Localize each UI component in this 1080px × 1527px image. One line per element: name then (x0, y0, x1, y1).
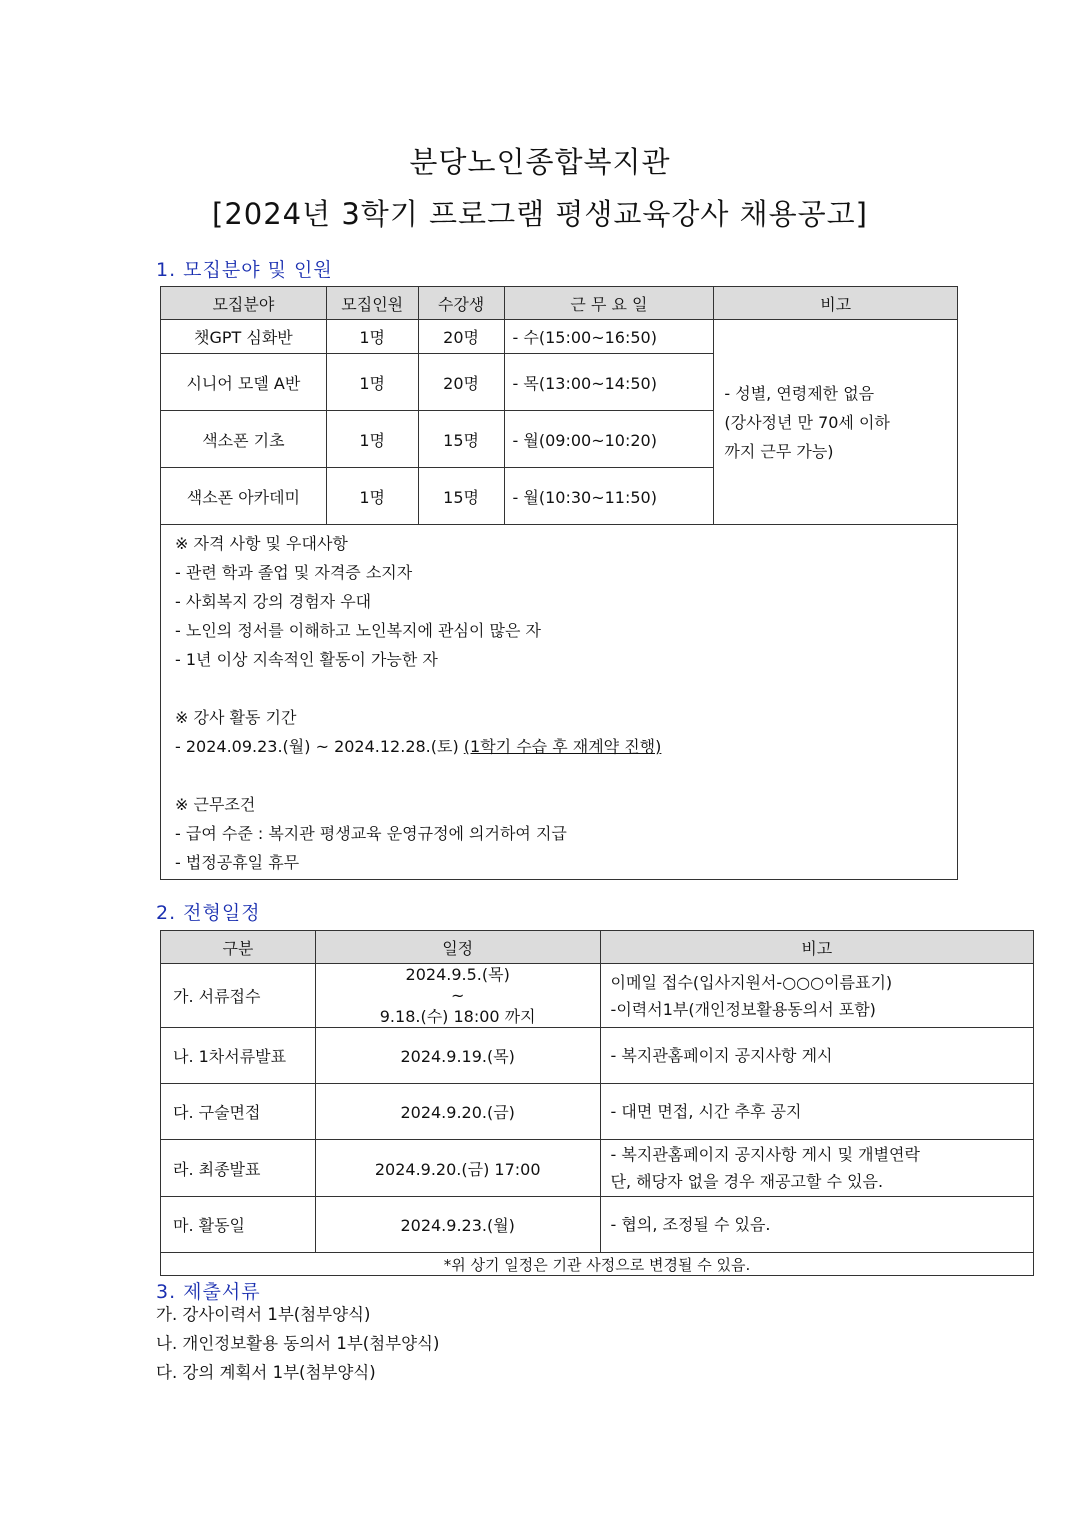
note-line: 단, 해당자 없을 경우 재공고할 수 있음. (610, 1172, 884, 1191)
table-row (161, 1028, 1034, 1084)
stage-cell: 라. 최종발표 (161, 1140, 316, 1197)
date-line: ~ (450, 986, 465, 1005)
remark-line: 까지 근무 가능) (724, 441, 834, 461)
day-cell: - 목(13:00~14:50) (504, 354, 714, 411)
qualification-row (161, 525, 958, 880)
section2-heading: 2. 전형일정 (156, 902, 261, 924)
note-line: 이메일 접수(입사지원서-○○○이름표기) (610, 972, 893, 992)
list-item: 가. 강사이력서 1부(첨부양식) (156, 1305, 371, 1324)
header-students: 수강생 (418, 287, 504, 320)
note-cell: - 협의, 조정될 수 있음. (600, 1197, 1033, 1253)
remark-line: - 성별, 연령제한 없음 (724, 383, 875, 403)
field-cell: 챗GPT 심화반 (161, 320, 327, 354)
schedule-table (160, 930, 1034, 1276)
footnote-row (161, 1253, 1034, 1276)
period-text: - 2024.09.23.(월) ~ 2024.12.28.(토) (175, 737, 464, 756)
day-cell: - 월(10:30~11:50) (504, 468, 714, 525)
date-cell: 2024.9.23.(월) (315, 1197, 600, 1253)
header-stage: 구분 (161, 931, 316, 964)
recruitment-header-row (161, 287, 958, 320)
condition-item: - 급여 수준 : 복지관 평생교육 운영규정에 의거하여 지급 (175, 824, 567, 843)
table-row (161, 1197, 1034, 1253)
note-line: -이력서1부(개인정보활용동의서 포함) (610, 999, 876, 1019)
note-cell: - 대면 면접, 시간 추후 공지 (600, 1084, 1033, 1140)
header-workday: 근 무 요 일 (504, 287, 714, 320)
qualification-item: - 노인의 정서를 이해하고 노인복지에 관심이 많은 자 (175, 621, 541, 640)
stage-cell: 다. 구술면접 (161, 1084, 316, 1140)
people-cell: 1명 (326, 468, 418, 525)
field-cell: 색소폰 아카데미 (161, 468, 327, 525)
period-underlined: (1학기 수습 후 재계약 진행) (463, 737, 662, 756)
stage-cell: 나. 1차서류발표 (161, 1028, 316, 1084)
conditions-heading: ※ 근무조건 (175, 795, 256, 814)
header-field: 모집분야 (161, 287, 327, 320)
people-cell: 1명 (326, 320, 418, 354)
header-remark: 비고 (714, 287, 958, 320)
table-row (161, 1140, 1034, 1197)
people-cell: 1명 (326, 411, 418, 468)
qualification-cell (161, 525, 958, 880)
period-heading: ※ 강사 활동 기간 (175, 708, 297, 727)
table-row (161, 1084, 1034, 1140)
qualification-item: - 1년 이상 지속적인 활동이 가능한 자 (175, 650, 438, 669)
note-cell (600, 964, 1033, 1028)
people-cell: 1명 (326, 354, 418, 411)
header-people: 모집인원 (326, 287, 418, 320)
date-cell: 2024.9.20.(금) 17:00 (315, 1140, 600, 1197)
section1-heading: 1. 모집분야 및 인원 (156, 259, 333, 281)
list-item: 나. 개인정보활용 동의서 1부(첨부양식) (156, 1334, 440, 1353)
note-cell (600, 1140, 1033, 1197)
table-row (161, 320, 958, 354)
date-cell: 2024.9.19.(목) (315, 1028, 600, 1084)
qualification-heading: ※ 자격 사항 및 우대사항 (175, 534, 348, 553)
period-line (175, 732, 943, 761)
stage-cell: 가. 서류접수 (161, 964, 316, 1028)
schedule-header-row (161, 931, 1034, 964)
date-cell (315, 964, 600, 1028)
day-cell: - 월(09:00~10:20) (504, 411, 714, 468)
header-note: 비고 (600, 931, 1033, 964)
recruitment-table (160, 286, 958, 880)
title-line-1: 분당노인종합복지관 (409, 145, 671, 179)
field-cell: 시니어 모델 A반 (161, 354, 327, 411)
schedule-footnote: *위 상기 일정은 기관 사정으로 변경될 수 있음. (161, 1253, 1034, 1276)
students-cell: 15명 (418, 468, 504, 525)
title-line-2: [2024년 3학기 프로그램 평생교육강사 채용공고] (212, 197, 868, 231)
date-line: 9.18.(수) 18:00 까지 (379, 1007, 536, 1026)
students-cell: 20명 (418, 354, 504, 411)
table-row (161, 964, 1034, 1028)
students-cell: 15명 (418, 411, 504, 468)
qualification-item: - 관련 학과 졸업 및 자격증 소지자 (175, 563, 413, 582)
students-cell: 20명 (418, 320, 504, 354)
section3-heading: 3. 제출서류 (156, 1281, 261, 1303)
stage-cell: 마. 활동일 (161, 1197, 316, 1253)
list-item: 다. 강의 계획서 1부(첨부양식) (156, 1363, 376, 1382)
condition-item: - 법정공휴일 휴무 (175, 853, 300, 872)
remark-line: (강사정년 만 70세 이하 (724, 412, 890, 432)
qualification-item: - 사회복지 강의 경험자 우대 (175, 592, 372, 611)
note-cell: - 복지관홈페이지 공지사항 게시 (600, 1028, 1033, 1084)
day-cell: - 수(15:00~16:50) (504, 320, 714, 354)
date-line: 2024.9.5.(목) (405, 965, 510, 984)
remark-cell (714, 320, 958, 525)
field-cell: 색소폰 기초 (161, 411, 327, 468)
header-date: 일정 (315, 931, 600, 964)
documents-list (156, 1300, 439, 1387)
date-cell: 2024.9.20.(금) (315, 1084, 600, 1140)
note-line: - 복지관홈페이지 공지사항 게시 및 개별연락 (610, 1145, 920, 1164)
